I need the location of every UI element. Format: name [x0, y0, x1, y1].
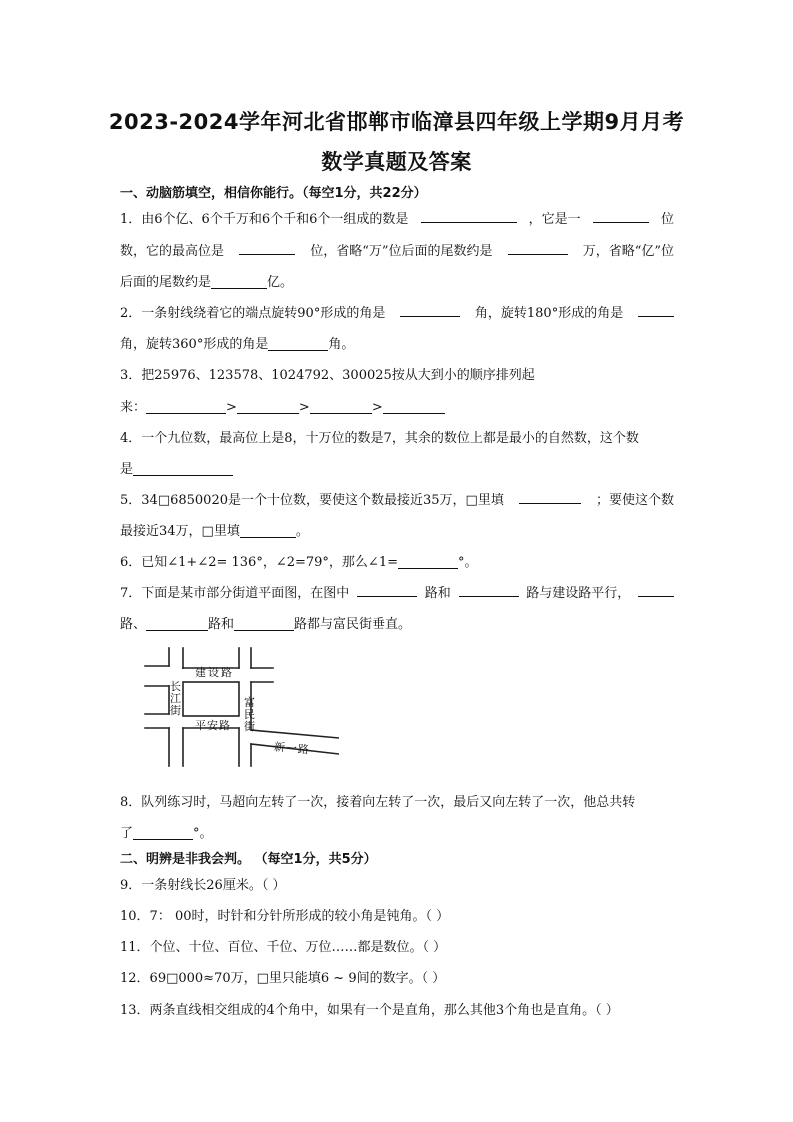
answer-blank[interactable] — [133, 825, 193, 840]
answer-blank[interactable] — [133, 461, 233, 476]
answer-blank[interactable] — [240, 523, 296, 538]
question-1-line-2: 数，它的最高位是 位，省略“万”位后面的尾数约是 万，省略“亿”位 — [120, 240, 674, 259]
answer-blank[interactable] — [459, 582, 519, 597]
answer-blank[interactable] — [638, 302, 674, 317]
answer-blank[interactable] — [593, 208, 649, 223]
question-5-line-2: 最接近34万，□里填 。 — [120, 524, 309, 539]
question-5-line-1: 5．34□6850020是一个十位数，要使这个数最接近35万，□里填 ；要使这个数 — [120, 489, 674, 508]
question-1-line-1: 1．由6个亿、6个千万和6个千和6个一组成的数是 ，它是一 位 — [120, 208, 674, 227]
map-label-jianshe-road: 建设路 — [195, 666, 234, 679]
question-10: 10．7： 00时，时针和分针所形成的较小角是钝角。（ ） — [120, 909, 450, 924]
question-13: 13．两条直线相交组成的4个角中，如果有一个是直角，那么其他3个角也是直角。（ ） — [120, 1003, 619, 1018]
answer-blank[interactable] — [310, 399, 372, 414]
question-8-line-1: 8．队列练习时，马超向左转了一次，接着向左转了一次，最后又向左转了一次，他总共转 — [120, 795, 636, 810]
map-label-ping-an-road: 平安路 — [195, 719, 231, 732]
question-4-line-1: 4．一个九位数，最高位上是8，十万位的数是7，其余的数位上都是最小的自然数，这个数 — [120, 431, 639, 446]
answer-blank[interactable] — [383, 399, 445, 414]
question-6: 6．已知∠1+∠2= 136°，∠2=79°，那么∠1= °。 — [120, 555, 478, 570]
map-label-fumin-street: 富民街 — [244, 696, 255, 733]
question-4-line-2: 是 — [120, 458, 233, 477]
question-3-line-1: 3．把25976、123578、1024792、300025按从大到小的顺序排列起 — [120, 368, 535, 383]
answer-blank[interactable] — [638, 582, 674, 597]
answer-blank[interactable] — [519, 489, 581, 504]
section-2-heading: 二、明辨是非我会判。 （每空1分，共5分） — [120, 852, 377, 867]
question-1-line-3: 后面的尾数约是 亿。 — [120, 275, 294, 290]
answer-blank[interactable] — [400, 302, 460, 317]
answer-blank[interactable] — [237, 399, 299, 414]
question-9: 9．一条射线长26厘米。（ ） — [120, 878, 286, 893]
answer-blank[interactable] — [239, 240, 295, 255]
answer-blank[interactable] — [211, 274, 267, 289]
question-2-line-2: 角，旋转360°形成的角是 角。 — [120, 337, 355, 352]
answer-blank[interactable] — [421, 208, 517, 223]
question-3-line-2: 来： > > > — [120, 396, 445, 415]
section-1-heading: 一、动脑筋填空，相信你能行。（每空1分，共22分） — [120, 186, 427, 201]
page-subtitle: 数学真题及答案 — [321, 150, 472, 174]
question-12: 12．69□000≈70万，□里只能填6 ~ 9间的数字。（ ） — [120, 971, 446, 986]
page-title: 2023-2024学年河北省邯郸市临漳县四年级上学期9月月考 — [108, 110, 685, 134]
answer-blank[interactable] — [268, 336, 328, 351]
map-label-xinyi-road: 新一路 — [273, 740, 311, 757]
answer-blank[interactable] — [508, 240, 568, 255]
question-2-line-1: 2．一条射线绕着它的端点旋转90°形成的角是 角，旋转180°形成的角是 — [120, 302, 674, 321]
answer-blank[interactable] — [234, 616, 294, 631]
map-label-changjiang-street: 长江街 — [170, 680, 181, 717]
question-8-line-2: 了 °。 — [120, 826, 213, 841]
answer-blank[interactable] — [146, 616, 208, 631]
answer-blank[interactable] — [357, 582, 417, 597]
question-7-line-1: 7．下面是某市部分街道平面图，在图中 路和 路与建设路平行， — [120, 582, 674, 601]
answer-blank[interactable] — [146, 399, 226, 414]
question-11: 11．个位、十位、百位、千位、万位……都是数位。（ ） — [120, 940, 447, 955]
answer-blank[interactable] — [398, 554, 458, 569]
question-7-line-2: 路、 路和 路都与富民街垂直。 — [120, 617, 412, 632]
